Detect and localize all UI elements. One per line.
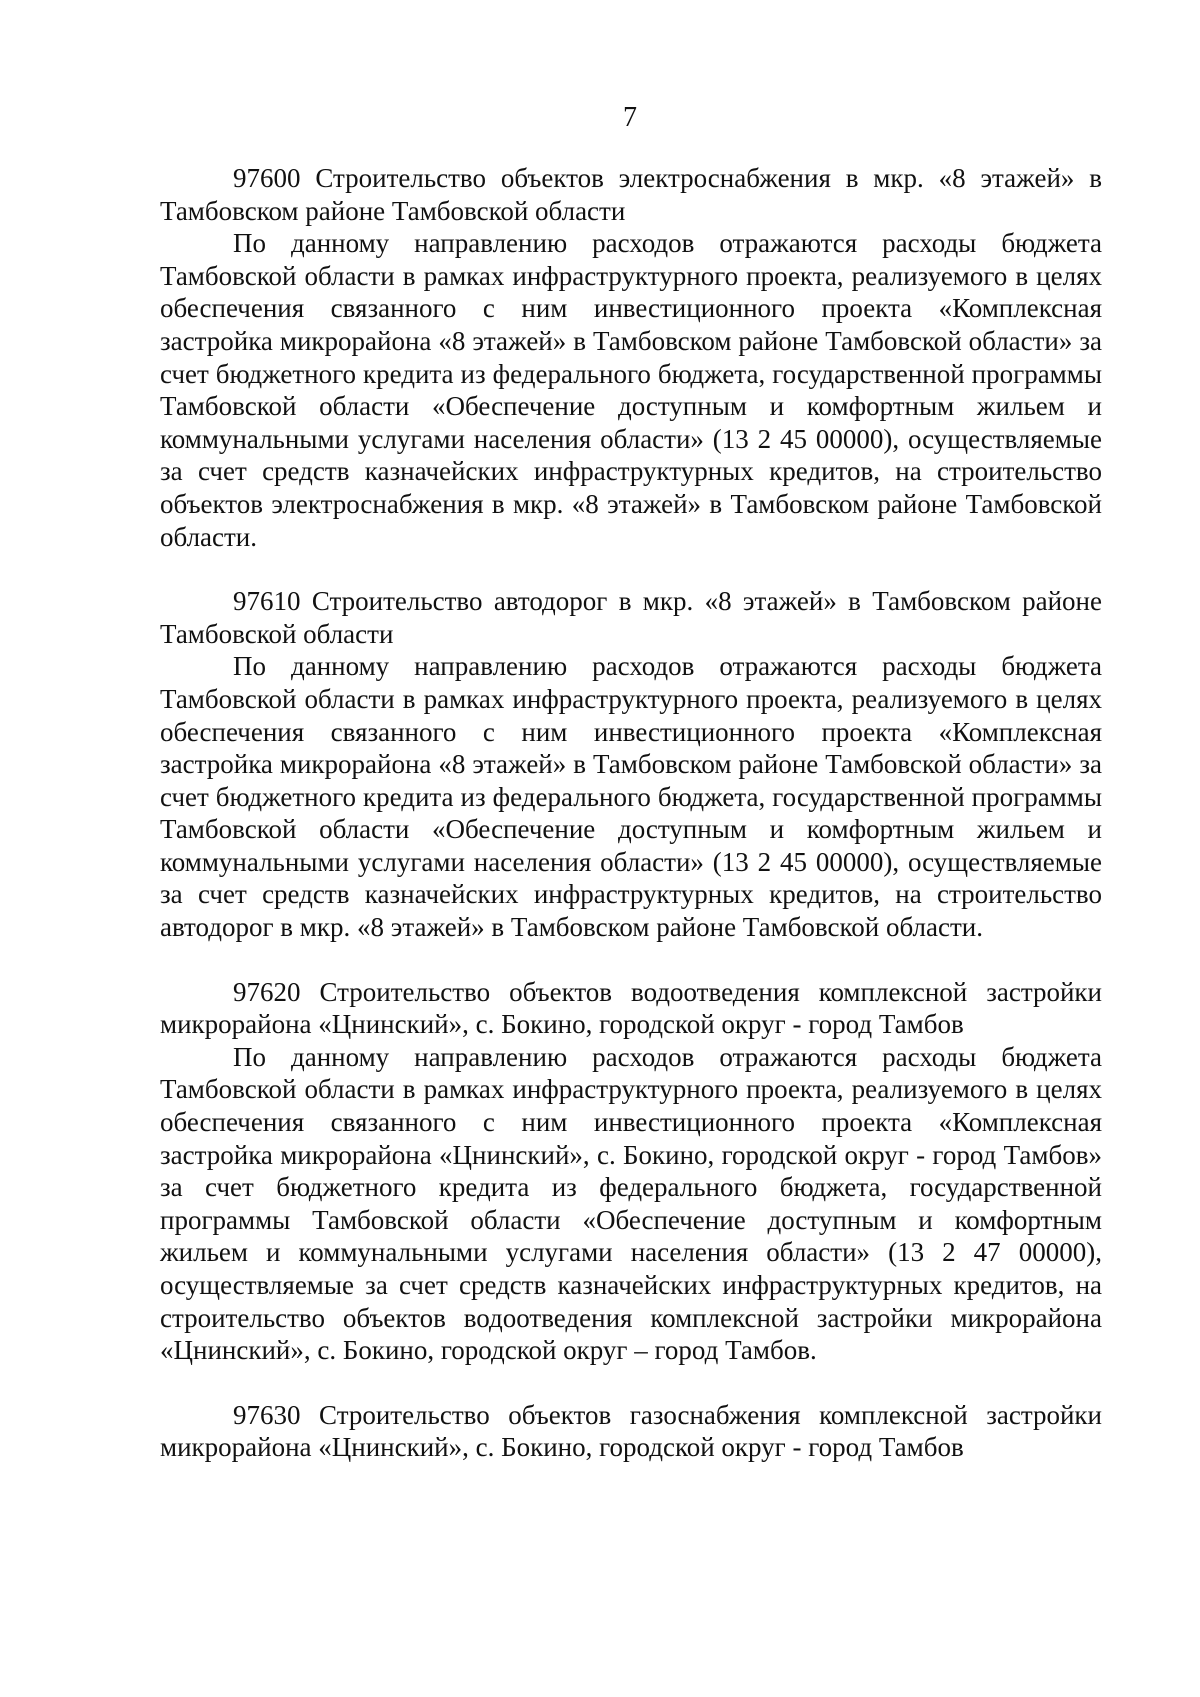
document-body — [160, 162, 1102, 1496]
section-heading: 97600 Строительство объектов электроснабжения в мкр. «8 этажей» в Тамбовском районе Тамбовской области — [160, 163, 1102, 226]
section-97630 — [160, 1399, 1102, 1464]
section-97600 — [160, 162, 1102, 553]
section-body: По данному направлению расходов отражаются расходы бюджета Тамбовской области в рамках инфраструктурного проекта, реализуемого в целях обеспечения связанного с ним инвестиционного проекта «Комплексная застройка микрорайона «8 этажей» в Тамбовском районе Тамбовской области» за счет бюджетного кредита из федерального бюджета, государственной программы Тамбовской области «Обеспечение доступным и комфортным жильем и коммунальными услугами населения области» (13 2 45 00000), осуществляемые за счет средств казначейских инфраструктурных кредитов, на строительство объектов электроснабжения в мкр. «8 этажей» в Тамбовском районе Тамбовской области. — [160, 228, 1102, 552]
section-97620 — [160, 976, 1102, 1367]
page-number: 7 — [623, 102, 637, 133]
section-97610 — [160, 585, 1102, 944]
section-heading: 97610 Строительство автодорог в мкр. «8 этажей» в Тамбовском районе Тамбовской области — [160, 586, 1102, 649]
section-heading: 97620 Строительство объектов водоотведения комплексной застройки микрорайона «Цнинский», с. Бокино, городской округ - город Тамбов — [160, 976, 1102, 1040]
section-body: По данному направлению расходов отражаются расходы бюджета Тамбовской области в рамках инфраструктурного проекта, реализуемого в целях обеспечения связанного с ним инвестиционного проекта «Комплексная застройка микрорайона «8 этажей» в Тамбовском районе Тамбовской области» за счет бюджетного кредита из федерального бюджета, государственной программы Тамбовской области «Обеспечение доступным и комфортным жильем и коммунальными услугами населения области» (13 2 45 00000), осуществляемые за счет средств казначейских инфраструктурных кредитов, на строительство автодорог в мкр. «8 этажей» в Тамбовском районе Тамбовской области. — [160, 651, 1102, 943]
section-body: По данному направлению расходов отражаются расходы бюджета Тамбовской области в рамках инфраструктурного проекта, реализуемого в целях обеспечения связанного с ним инвестиционного проекта «Комплексная застройка микрорайона «Цнинский», с. Бокино, городской округ - город Тамбов» за счет бюджетного кредита из федерального бюджета, государственной программы Тамбовской области «Обеспечение доступным и комфортным жильем и коммунальными услугами населения области» (13 2 47 00000), осуществляемые за счет средств казначейских инфраструктурных кредитов, на строительство объектов водоотведения комплексной застройки микрорайона «Цнинский», с. Бокино, городской округ – город Тамбов. — [160, 1041, 1102, 1366]
section-heading: 97630 Строительство объектов газоснабжения комплексной застройки микрорайона «Цнинский», с. Бокино, городской округ - город Тамбов — [160, 1399, 1102, 1463]
